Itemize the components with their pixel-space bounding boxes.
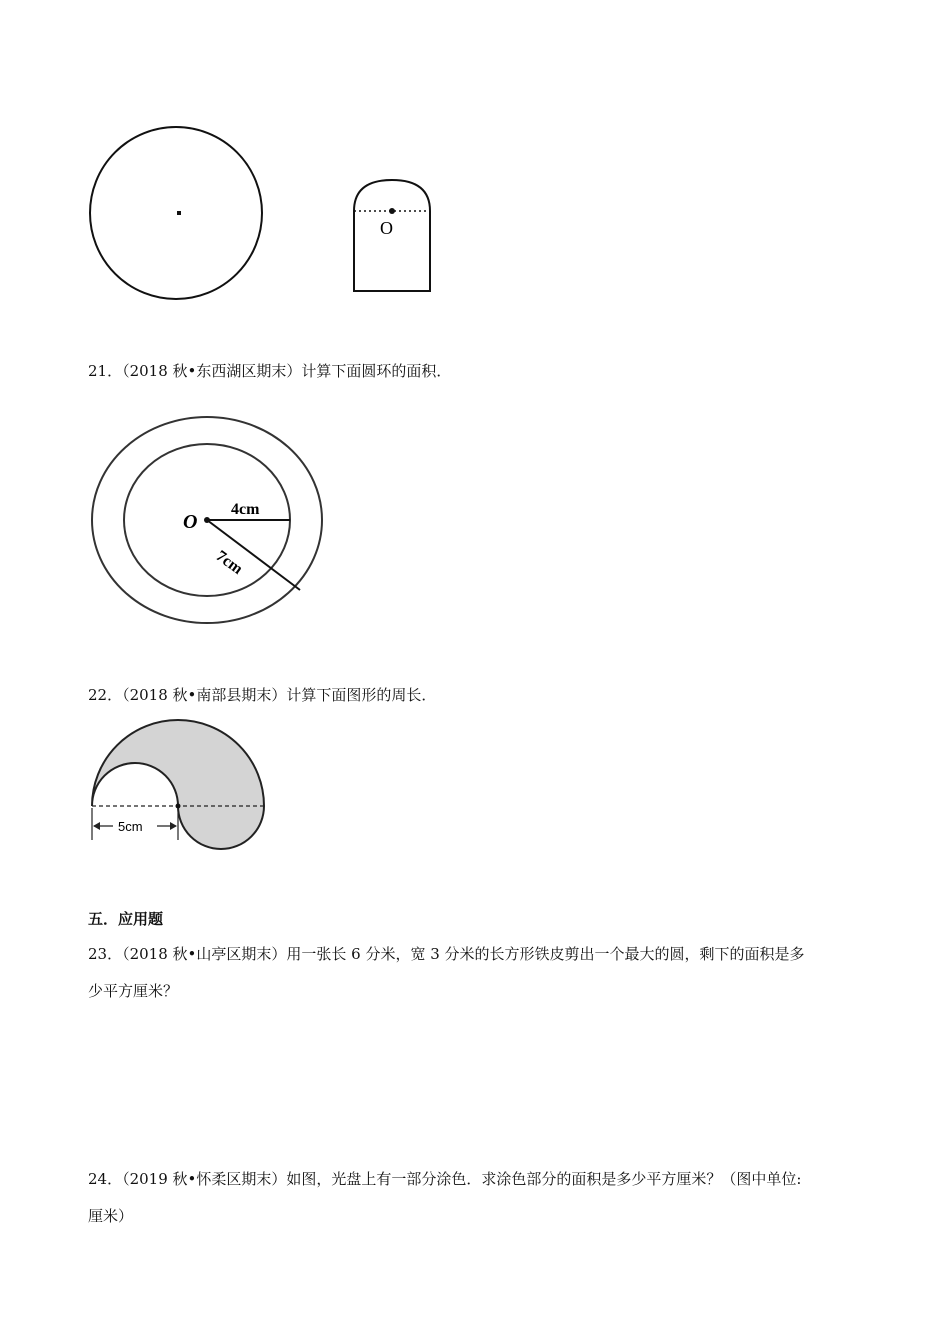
top-figures	[80, 120, 460, 310]
arch-center-label: O	[380, 218, 393, 238]
q21-source: （2018 秋•东西湖区期末）	[122, 362, 302, 380]
outer-radius-label: 7cm	[212, 547, 246, 578]
q22-shaded-figure	[85, 712, 285, 862]
q22-number: 22．	[88, 686, 123, 704]
center-label: O	[183, 511, 198, 533]
q21-number: 21．	[88, 362, 123, 380]
arrowhead-left	[93, 822, 100, 830]
q24-text-1: 如图，光盘上有一部分涂色．求涂色部分的面积是多少平方厘米？（图中单位:	[286, 1170, 802, 1188]
q24-line1	[88, 1168, 801, 1190]
q22-source: （2018 秋•南部县期末）	[122, 686, 287, 704]
middle-point	[176, 804, 181, 809]
dimension-label: 5cm	[118, 819, 143, 834]
q22-text: 计算下面图形的周长．	[286, 686, 437, 704]
section-title: 五．应用题	[88, 910, 164, 928]
q24-line2: 厘米）	[88, 1207, 134, 1225]
q24-source: （2019 秋•怀柔区期末）	[122, 1170, 287, 1188]
q21-annulus-figure	[85, 410, 335, 635]
q22-line	[88, 684, 436, 706]
q23-source: （2018 秋•山亭区期末）	[122, 945, 287, 963]
q21-line	[88, 360, 451, 382]
arch-center-point	[389, 208, 395, 214]
q21-text: 计算下面圆环的面积．	[301, 362, 452, 380]
q23-number: 23．	[88, 945, 123, 963]
inner-radius-label: 4cm	[231, 501, 260, 518]
q24-number: 24．	[88, 1170, 123, 1188]
arrowhead-right	[170, 822, 177, 830]
plain-circle	[90, 127, 262, 299]
q23-line2: 少平方厘米？	[88, 982, 179, 1000]
q23-line1	[88, 943, 805, 965]
q23-text-1: 用一张长 6 分米，宽 3 分米的长方形铁皮剪出一个最大的圆，剩下的面积是多	[286, 945, 805, 963]
circle-center-dot	[177, 211, 181, 215]
